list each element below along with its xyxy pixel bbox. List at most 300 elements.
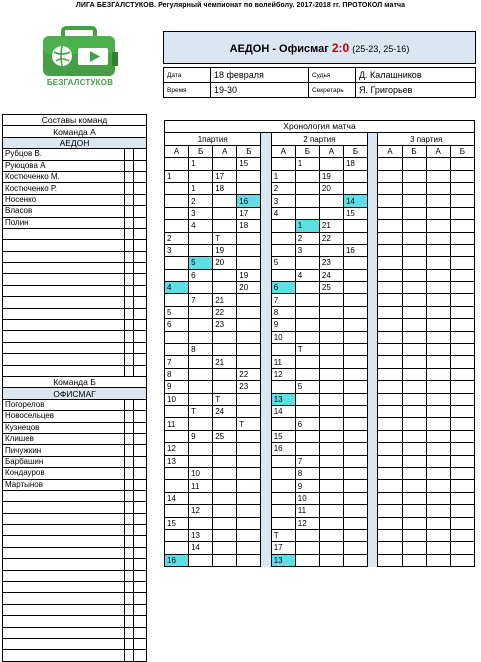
- empty-score-cell: [450, 182, 474, 194]
- empty-score-cell: [450, 356, 474, 368]
- team-column-header: Б: [402, 145, 426, 157]
- score-cell: 1: [295, 220, 319, 232]
- empty-score-cell: [213, 282, 237, 294]
- empty-score-cell: [450, 232, 474, 244]
- empty-score-cell: [450, 158, 474, 170]
- score-cell: 21: [213, 356, 237, 368]
- empty-score-cell: [402, 306, 426, 318]
- team-column-header: Б: [189, 145, 213, 157]
- score-cell: 5: [189, 257, 213, 269]
- team-b-label: Команда Б: [3, 376, 147, 387]
- score-cell: 18: [213, 182, 237, 194]
- empty-player-row: [3, 570, 125, 581]
- score-cell: 5: [165, 306, 189, 318]
- empty-score-cell: [237, 529, 261, 541]
- empty-score-cell: [237, 480, 261, 492]
- empty-score-cell: [378, 430, 402, 442]
- empty-score-cell: [165, 207, 189, 219]
- empty-score-cell: [319, 368, 343, 380]
- empty-score-cell: [165, 220, 189, 232]
- empty-score-cell: [213, 505, 237, 517]
- score-cell: 11: [189, 480, 213, 492]
- empty-score-cell: [450, 381, 474, 393]
- player-extra-cell: [134, 297, 147, 308]
- team-b-player: Клишев: [3, 433, 125, 444]
- empty-score-cell: [213, 418, 237, 430]
- team-b-player: Пичужкин: [3, 445, 125, 456]
- empty-score-cell: [450, 542, 474, 554]
- empty-score-cell: [378, 269, 402, 281]
- empty-score-cell: [343, 294, 367, 306]
- empty-player-row: [3, 490, 125, 501]
- score-cell: 7: [295, 455, 319, 467]
- empty-score-cell: [450, 282, 474, 294]
- score-cell: 23: [319, 257, 343, 269]
- empty-score-cell: [319, 480, 343, 492]
- player-extra-cell: [134, 308, 147, 319]
- score-cell: 13: [271, 554, 295, 566]
- empty-score-cell: [319, 467, 343, 479]
- empty-score-cell: [426, 517, 450, 529]
- player-extra-cell: [134, 365, 147, 376]
- team-a-name: АЕДОН: [3, 137, 147, 148]
- empty-score-cell: [378, 306, 402, 318]
- empty-score-cell: [237, 455, 261, 467]
- empty-player-row: [3, 354, 125, 365]
- date-label: Дата: [164, 68, 211, 83]
- player-extra-cell: [134, 274, 147, 285]
- empty-player-row: [3, 616, 125, 627]
- player-extra-cell: [134, 320, 147, 331]
- empty-score-cell: [450, 480, 474, 492]
- score-cell: 10: [295, 492, 319, 504]
- empty-score-cell: [237, 505, 261, 517]
- empty-score-cell: [295, 170, 319, 182]
- empty-score-cell: [343, 542, 367, 554]
- empty-score-cell: [426, 418, 450, 430]
- empty-score-cell: [426, 443, 450, 455]
- empty-score-cell: [450, 220, 474, 232]
- player-number-cell: [125, 433, 134, 444]
- empty-score-cell: [165, 542, 189, 554]
- player-extra-cell: [134, 456, 147, 467]
- empty-score-cell: [450, 257, 474, 269]
- score-cell: 19: [213, 244, 237, 256]
- empty-score-cell: [343, 418, 367, 430]
- empty-score-cell: [213, 492, 237, 504]
- empty-score-cell: [271, 158, 295, 170]
- empty-score-cell: [213, 455, 237, 467]
- score-cell: 2: [189, 195, 213, 207]
- empty-score-cell: [271, 344, 295, 356]
- empty-score-cell: [295, 356, 319, 368]
- empty-score-cell: [426, 430, 450, 442]
- score-cell: 18: [237, 220, 261, 232]
- empty-score-cell: [450, 269, 474, 281]
- empty-score-cell: [378, 319, 402, 331]
- score-cell: 20: [237, 282, 261, 294]
- player-number-cell: [125, 525, 134, 536]
- empty-score-cell: [213, 331, 237, 343]
- empty-score-cell: [295, 294, 319, 306]
- player-extra-cell: [134, 331, 147, 342]
- empty-score-cell: [295, 257, 319, 269]
- empty-score-cell: [402, 405, 426, 417]
- empty-score-cell: [343, 405, 367, 417]
- score-cell: 24: [213, 405, 237, 417]
- empty-player-row: [3, 342, 125, 353]
- empty-score-cell: [319, 158, 343, 170]
- team-column-header: А: [378, 145, 402, 157]
- player-extra-cell: [134, 638, 147, 649]
- player-number-cell: [125, 627, 134, 638]
- empty-score-cell: [213, 269, 237, 281]
- empty-score-cell: [319, 542, 343, 554]
- empty-score-cell: [343, 480, 367, 492]
- team-column-header: А: [319, 145, 343, 157]
- empty-score-cell: [237, 356, 261, 368]
- empty-score-cell: [378, 207, 402, 219]
- score-cell: 12: [271, 368, 295, 380]
- empty-score-cell: [237, 170, 261, 182]
- team-column-header: Б: [295, 145, 319, 157]
- empty-score-cell: [426, 505, 450, 517]
- empty-score-cell: [295, 319, 319, 331]
- score-cell: 12: [165, 443, 189, 455]
- team-column-header: А: [426, 145, 450, 157]
- empty-player-row: [3, 297, 125, 308]
- empty-score-cell: [237, 306, 261, 318]
- empty-score-cell: [426, 542, 450, 554]
- player-number-cell: [125, 206, 134, 217]
- empty-score-cell: [237, 430, 261, 442]
- score-cell: Т: [237, 418, 261, 430]
- player-extra-cell: [134, 206, 147, 217]
- player-number-cell: [125, 285, 134, 296]
- score-cell: 14: [271, 405, 295, 417]
- empty-score-cell: [213, 554, 237, 566]
- score-cell: 4: [271, 207, 295, 219]
- empty-score-cell: [319, 207, 343, 219]
- chronology-title: Хронология матча: [165, 121, 475, 133]
- empty-score-cell: [189, 319, 213, 331]
- empty-score-cell: [402, 344, 426, 356]
- empty-score-cell: [378, 158, 402, 170]
- score-cell: 10: [189, 467, 213, 479]
- player-extra-cell: [134, 604, 147, 615]
- empty-score-cell: [165, 505, 189, 517]
- score-cell: 1: [189, 182, 213, 194]
- empty-score-cell: [165, 195, 189, 207]
- player-number-cell: [125, 342, 134, 353]
- empty-player-row: [3, 582, 125, 593]
- player-number-cell: [125, 479, 134, 490]
- score-cell: 15: [343, 207, 367, 219]
- rosters-title: Составы команд: [3, 115, 147, 126]
- empty-score-cell: [402, 517, 426, 529]
- team-column-header: Б: [450, 145, 474, 157]
- empty-score-cell: [319, 393, 343, 405]
- empty-score-cell: [426, 480, 450, 492]
- player-extra-cell: [134, 285, 147, 296]
- empty-player-row: [3, 365, 125, 376]
- empty-score-cell: [319, 492, 343, 504]
- score-cell: 8: [189, 344, 213, 356]
- empty-score-cell: [319, 356, 343, 368]
- score-cell: 20: [319, 182, 343, 194]
- empty-score-cell: [237, 405, 261, 417]
- empty-score-cell: [343, 492, 367, 504]
- score-cell: 23: [237, 381, 261, 393]
- empty-score-cell: [237, 492, 261, 504]
- empty-score-cell: [295, 282, 319, 294]
- empty-score-cell: [450, 170, 474, 182]
- empty-player-row: [3, 240, 125, 251]
- empty-score-cell: [189, 232, 213, 244]
- team-a-player: Костюченко М.: [3, 171, 125, 182]
- empty-score-cell: [189, 331, 213, 343]
- empty-score-cell: [319, 529, 343, 541]
- empty-score-cell: [402, 158, 426, 170]
- empty-score-cell: [237, 182, 261, 194]
- match-score: 2:0: [331, 40, 350, 55]
- empty-score-cell: [189, 455, 213, 467]
- empty-score-cell: [295, 393, 319, 405]
- empty-score-cell: [271, 455, 295, 467]
- empty-score-cell: [271, 480, 295, 492]
- empty-score-cell: [319, 405, 343, 417]
- empty-score-cell: [343, 529, 367, 541]
- score-cell: 8: [295, 467, 319, 479]
- empty-score-cell: [189, 282, 213, 294]
- empty-score-cell: [450, 319, 474, 331]
- empty-score-cell: [402, 244, 426, 256]
- score-cell: 15: [237, 158, 261, 170]
- player-extra-cell: [134, 547, 147, 558]
- set-separator: [261, 133, 271, 567]
- empty-score-cell: [189, 554, 213, 566]
- empty-score-cell: [295, 529, 319, 541]
- empty-score-cell: [165, 344, 189, 356]
- player-extra-cell: [134, 479, 147, 490]
- score-cell: Т: [271, 529, 295, 541]
- empty-score-cell: [402, 195, 426, 207]
- empty-score-cell: [237, 244, 261, 256]
- empty-score-cell: [295, 405, 319, 417]
- team-b-player: Кондауров: [3, 468, 125, 479]
- empty-score-cell: [378, 480, 402, 492]
- score-cell: 6: [271, 282, 295, 294]
- player-extra-cell: [134, 468, 147, 479]
- empty-score-cell: [343, 467, 367, 479]
- empty-score-cell: [237, 232, 261, 244]
- empty-score-cell: [165, 331, 189, 343]
- player-number-cell: [125, 638, 134, 649]
- empty-player-row: [3, 593, 125, 604]
- empty-score-cell: [237, 257, 261, 269]
- empty-score-cell: [378, 529, 402, 541]
- score-cell: 9: [271, 319, 295, 331]
- empty-score-cell: [343, 430, 367, 442]
- score-cell: 14: [343, 195, 367, 207]
- empty-score-cell: [213, 480, 237, 492]
- empty-score-cell: [402, 282, 426, 294]
- empty-player-row: [3, 547, 125, 558]
- score-cell: 14: [165, 492, 189, 504]
- empty-score-cell: [426, 319, 450, 331]
- empty-score-cell: [319, 418, 343, 430]
- player-extra-cell: [134, 513, 147, 524]
- empty-score-cell: [426, 182, 450, 194]
- player-extra-cell: [134, 422, 147, 433]
- empty-score-cell: [319, 195, 343, 207]
- empty-score-cell: [319, 319, 343, 331]
- player-extra-cell: [134, 354, 147, 365]
- player-extra-cell: [134, 149, 147, 160]
- empty-score-cell: [343, 232, 367, 244]
- player-extra-cell: [134, 593, 147, 604]
- team-b-player: Мартынов: [3, 479, 125, 490]
- empty-score-cell: [426, 393, 450, 405]
- empty-player-row: [3, 604, 125, 615]
- set-2-header: 2 партия: [271, 133, 367, 145]
- empty-score-cell: [237, 319, 261, 331]
- empty-score-cell: [450, 418, 474, 430]
- empty-score-cell: [426, 170, 450, 182]
- score-cell: 6: [295, 418, 319, 430]
- score-cell: 2: [295, 232, 319, 244]
- score-cell: 1: [189, 158, 213, 170]
- score-cell: 11: [271, 356, 295, 368]
- score-cell: 9: [189, 430, 213, 442]
- player-number-cell: [125, 263, 134, 274]
- empty-score-cell: [319, 244, 343, 256]
- score-cell: 10: [165, 393, 189, 405]
- team-b-player: Кузнецов: [3, 422, 125, 433]
- empty-score-cell: [237, 294, 261, 306]
- empty-score-cell: [343, 393, 367, 405]
- date-value: 18 февраля: [211, 68, 309, 83]
- secretary-value: Я. Григорьев: [355, 83, 475, 98]
- empty-player-row: [3, 525, 125, 536]
- empty-score-cell: [450, 393, 474, 405]
- empty-score-cell: [271, 381, 295, 393]
- empty-score-cell: [165, 294, 189, 306]
- empty-score-cell: [426, 381, 450, 393]
- team-column-header: А: [271, 145, 295, 157]
- empty-score-cell: [450, 331, 474, 343]
- empty-score-cell: [426, 306, 450, 318]
- empty-score-cell: [402, 170, 426, 182]
- score-cell: 22: [237, 368, 261, 380]
- score-cell: 11: [295, 505, 319, 517]
- empty-score-cell: [402, 319, 426, 331]
- empty-score-cell: [165, 405, 189, 417]
- team-b-player: Новосельцев: [3, 411, 125, 422]
- empty-score-cell: [402, 331, 426, 343]
- logo-text: БЕЗГАЛСТУКОВ: [46, 78, 114, 87]
- empty-score-cell: [319, 505, 343, 517]
- empty-score-cell: [343, 269, 367, 281]
- empty-score-cell: [189, 393, 213, 405]
- player-number-cell: [125, 502, 134, 513]
- empty-score-cell: [402, 529, 426, 541]
- player-extra-cell: [134, 570, 147, 581]
- empty-score-cell: [295, 331, 319, 343]
- empty-score-cell: [450, 207, 474, 219]
- empty-score-cell: [378, 418, 402, 430]
- empty-score-cell: [450, 306, 474, 318]
- team-a-player: Руюцова А: [3, 160, 125, 171]
- empty-score-cell: [426, 207, 450, 219]
- player-extra-cell: [134, 502, 147, 513]
- score-cell: 7: [189, 294, 213, 306]
- time-label: Время: [164, 83, 211, 98]
- player-number-cell: [125, 274, 134, 285]
- empty-score-cell: [343, 356, 367, 368]
- player-number-cell: [125, 582, 134, 593]
- player-extra-cell: [134, 582, 147, 593]
- empty-score-cell: [378, 282, 402, 294]
- empty-score-cell: [165, 467, 189, 479]
- match-title: АЕДОН - Офисмаг 2:0 (25-23, 25-16): [164, 32, 476, 64]
- empty-player-row: [3, 559, 125, 570]
- empty-score-cell: [378, 505, 402, 517]
- empty-score-cell: [213, 220, 237, 232]
- empty-score-cell: [402, 554, 426, 566]
- judge-label: Судья: [308, 68, 355, 83]
- empty-score-cell: [189, 517, 213, 529]
- empty-score-cell: [378, 356, 402, 368]
- empty-score-cell: [189, 381, 213, 393]
- score-cell: 3: [165, 244, 189, 256]
- match-set-scores: (25-23, 25-16): [352, 43, 410, 54]
- player-number-cell: [125, 650, 134, 661]
- empty-score-cell: [402, 430, 426, 442]
- score-cell: Т: [295, 344, 319, 356]
- empty-score-cell: [237, 517, 261, 529]
- score-cell: 20: [213, 257, 237, 269]
- empty-score-cell: [402, 480, 426, 492]
- match-chronology: [164, 120, 475, 567]
- score-cell: 16: [237, 195, 261, 207]
- empty-score-cell: [271, 220, 295, 232]
- set-3-header: 3 партия: [378, 133, 475, 145]
- empty-score-cell: [450, 554, 474, 566]
- team-column-header: Б: [343, 145, 367, 157]
- team-a-player: Носенко: [3, 194, 125, 205]
- score-cell: 17: [237, 207, 261, 219]
- empty-score-cell: [450, 405, 474, 417]
- empty-score-cell: [402, 294, 426, 306]
- time-value: 19-30: [211, 83, 309, 98]
- empty-player-row: [3, 263, 125, 274]
- score-cell: 19: [319, 170, 343, 182]
- empty-score-cell: [271, 244, 295, 256]
- empty-score-cell: [378, 393, 402, 405]
- empty-score-cell: [295, 443, 319, 455]
- empty-score-cell: [426, 467, 450, 479]
- empty-score-cell: [213, 517, 237, 529]
- player-number-cell: [125, 160, 134, 171]
- empty-score-cell: [402, 356, 426, 368]
- empty-score-cell: [426, 232, 450, 244]
- empty-score-cell: [343, 170, 367, 182]
- empty-score-cell: [450, 344, 474, 356]
- empty-score-cell: [319, 331, 343, 343]
- empty-score-cell: [213, 368, 237, 380]
- empty-player-row: [3, 638, 125, 649]
